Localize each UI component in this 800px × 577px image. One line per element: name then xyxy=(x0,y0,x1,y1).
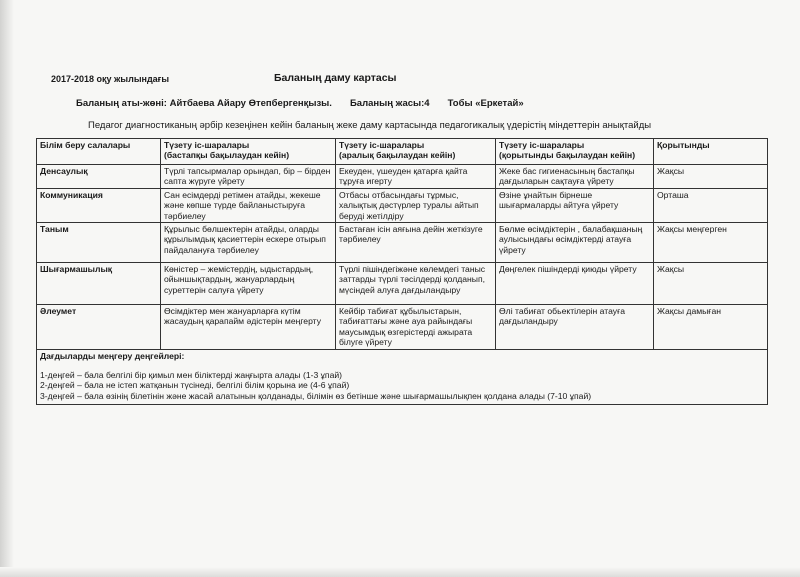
area-cell: Әлеумет xyxy=(37,305,161,350)
initial-cell: Өсімдіктер мен жануарларға күтім жасаудың қарапайм әдістерін меңгерту xyxy=(161,305,336,350)
initial-cell: Көністер – жемістердің, ыдыстардың, ойыншықтардың, жануарлардың суреттерін салуға үйрету xyxy=(161,263,336,305)
initial-cell: Түрлі тапсырмалар орындап, бір – бірден сапта жүруге үйрету xyxy=(161,165,336,189)
level-3: 3-деңгей – бала өзінің білетінін және жасай алатынын қолданады, білімін өз бетінше және шығармашылықпен қолдана алады (7-10 ұпай) xyxy=(40,390,592,401)
document-title: Баланың даму картасы xyxy=(274,72,397,84)
interim-cell: Бастаған ісін аяғына дейін жеткізуге тәрбиелеу xyxy=(336,223,496,263)
header-final: Түзету іс-шаралары (қорытынды бақылаудан кейін) xyxy=(496,139,654,165)
levels-cell xyxy=(37,349,768,404)
development-map-table xyxy=(36,138,768,405)
initial-cell: Сан есімдерді ретімен атайды, жекеше және көпше түрде байланыстыруға тәрбиелеу xyxy=(161,188,336,222)
diagnostic-note: Педагог диагностиканың әрбір кезеңінен кейін баланың жеке даму картасында педагогикалық үдерістің міндеттерін анықтайды xyxy=(88,120,652,131)
final-cell: Өлі табиғат обьектілерін атауға дағдыландыру xyxy=(496,305,654,350)
header-initial: Түзету іс-шаралары (бастапқы бақылаудан кейін) xyxy=(161,139,336,165)
table-header-row xyxy=(37,139,768,165)
final-cell: Бөлме өсімдіктерін , балабақшаның аулысындағы өсімдіктерді атауға үйрету xyxy=(496,223,654,263)
level-2: 2-деңгей – бала не істеп жатқанын түсінеді, белгілі білім қорына ие (4-6 ұпай) xyxy=(40,380,350,391)
result-cell: Орташа xyxy=(654,188,768,222)
final-cell: Жеке бас гигиенасының бастапқы дағдыларын сақтауға үйрету xyxy=(496,165,654,189)
final-cell: Өзіне ұнайтын бірнеше шығармаларды айтуға үйрету xyxy=(496,188,654,222)
table-row xyxy=(37,305,768,350)
result-cell: Жақсы дамыған xyxy=(654,305,768,350)
table-row xyxy=(37,263,768,305)
result-cell: Жақсы xyxy=(654,263,768,305)
scan-edge-shadow xyxy=(0,0,14,577)
header-result: Қорытынды xyxy=(654,139,768,165)
table-row xyxy=(37,223,768,263)
level-1: 1-деңгей – бала белгілі бір қимыл мен біліктерді жаңғырта алады (1-3 ұпай) xyxy=(40,370,343,381)
table-row xyxy=(37,165,768,189)
table-row xyxy=(37,188,768,222)
interim-cell: Отбасы отбасындағы тұрмыс, халықтық дәстүрлер туралы айтып беруді жетілдіру xyxy=(336,188,496,222)
scan-bottom-shadow xyxy=(0,567,800,577)
interim-cell: Кейбір табиғат құбылыстарын, табиғаттағы және ауа райындағы маусымдық өзгерістерді ажырата білуге үйрету xyxy=(336,305,496,350)
header-interim: Түзету іс-шаралары (аралық бақылаудан кейін) xyxy=(336,139,496,165)
levels-row xyxy=(37,349,768,404)
result-cell: Жақсы xyxy=(654,165,768,189)
result-cell: Жақсы меңгерген xyxy=(654,223,768,263)
area-cell: Шығармашылық xyxy=(37,263,161,305)
child-info-line xyxy=(76,98,524,109)
area-cell: Денсаулық xyxy=(37,165,161,189)
child-group: Тобы «Еркетай» xyxy=(447,98,524,109)
area-cell: Коммуникация xyxy=(37,188,161,222)
final-cell: Дөңгелек пішіндерді қиюды үйрету xyxy=(496,263,654,305)
child-age: Баланың жасы:4 xyxy=(349,98,430,109)
area-cell: Таным xyxy=(37,223,161,263)
child-name: Баланың аты-жөні: Айтбаева Айару Өтепбергенқызы. xyxy=(76,98,332,109)
levels-title: Дағдыларды меңгеру деңгейлері: xyxy=(40,350,185,361)
header-area: Білім беру салалары xyxy=(37,139,161,165)
interim-cell: Түрлі пішіндегіжәне көлемдегі таныс заттарды түрлі тәсілдерді қолданып, мүсіндей алуға дағдыландыру xyxy=(336,263,496,305)
initial-cell: Құрылыс бөлшектерін атайды, оларды құрылымдық қасиеттерін ескере отырып пайдалануға тәрбиелеу xyxy=(161,223,336,263)
academic-year: 2017-2018 оқу жылындағы xyxy=(51,74,170,84)
interim-cell: Екеуден, үшеуден қатарға қайта тұруға игерту xyxy=(336,165,496,189)
